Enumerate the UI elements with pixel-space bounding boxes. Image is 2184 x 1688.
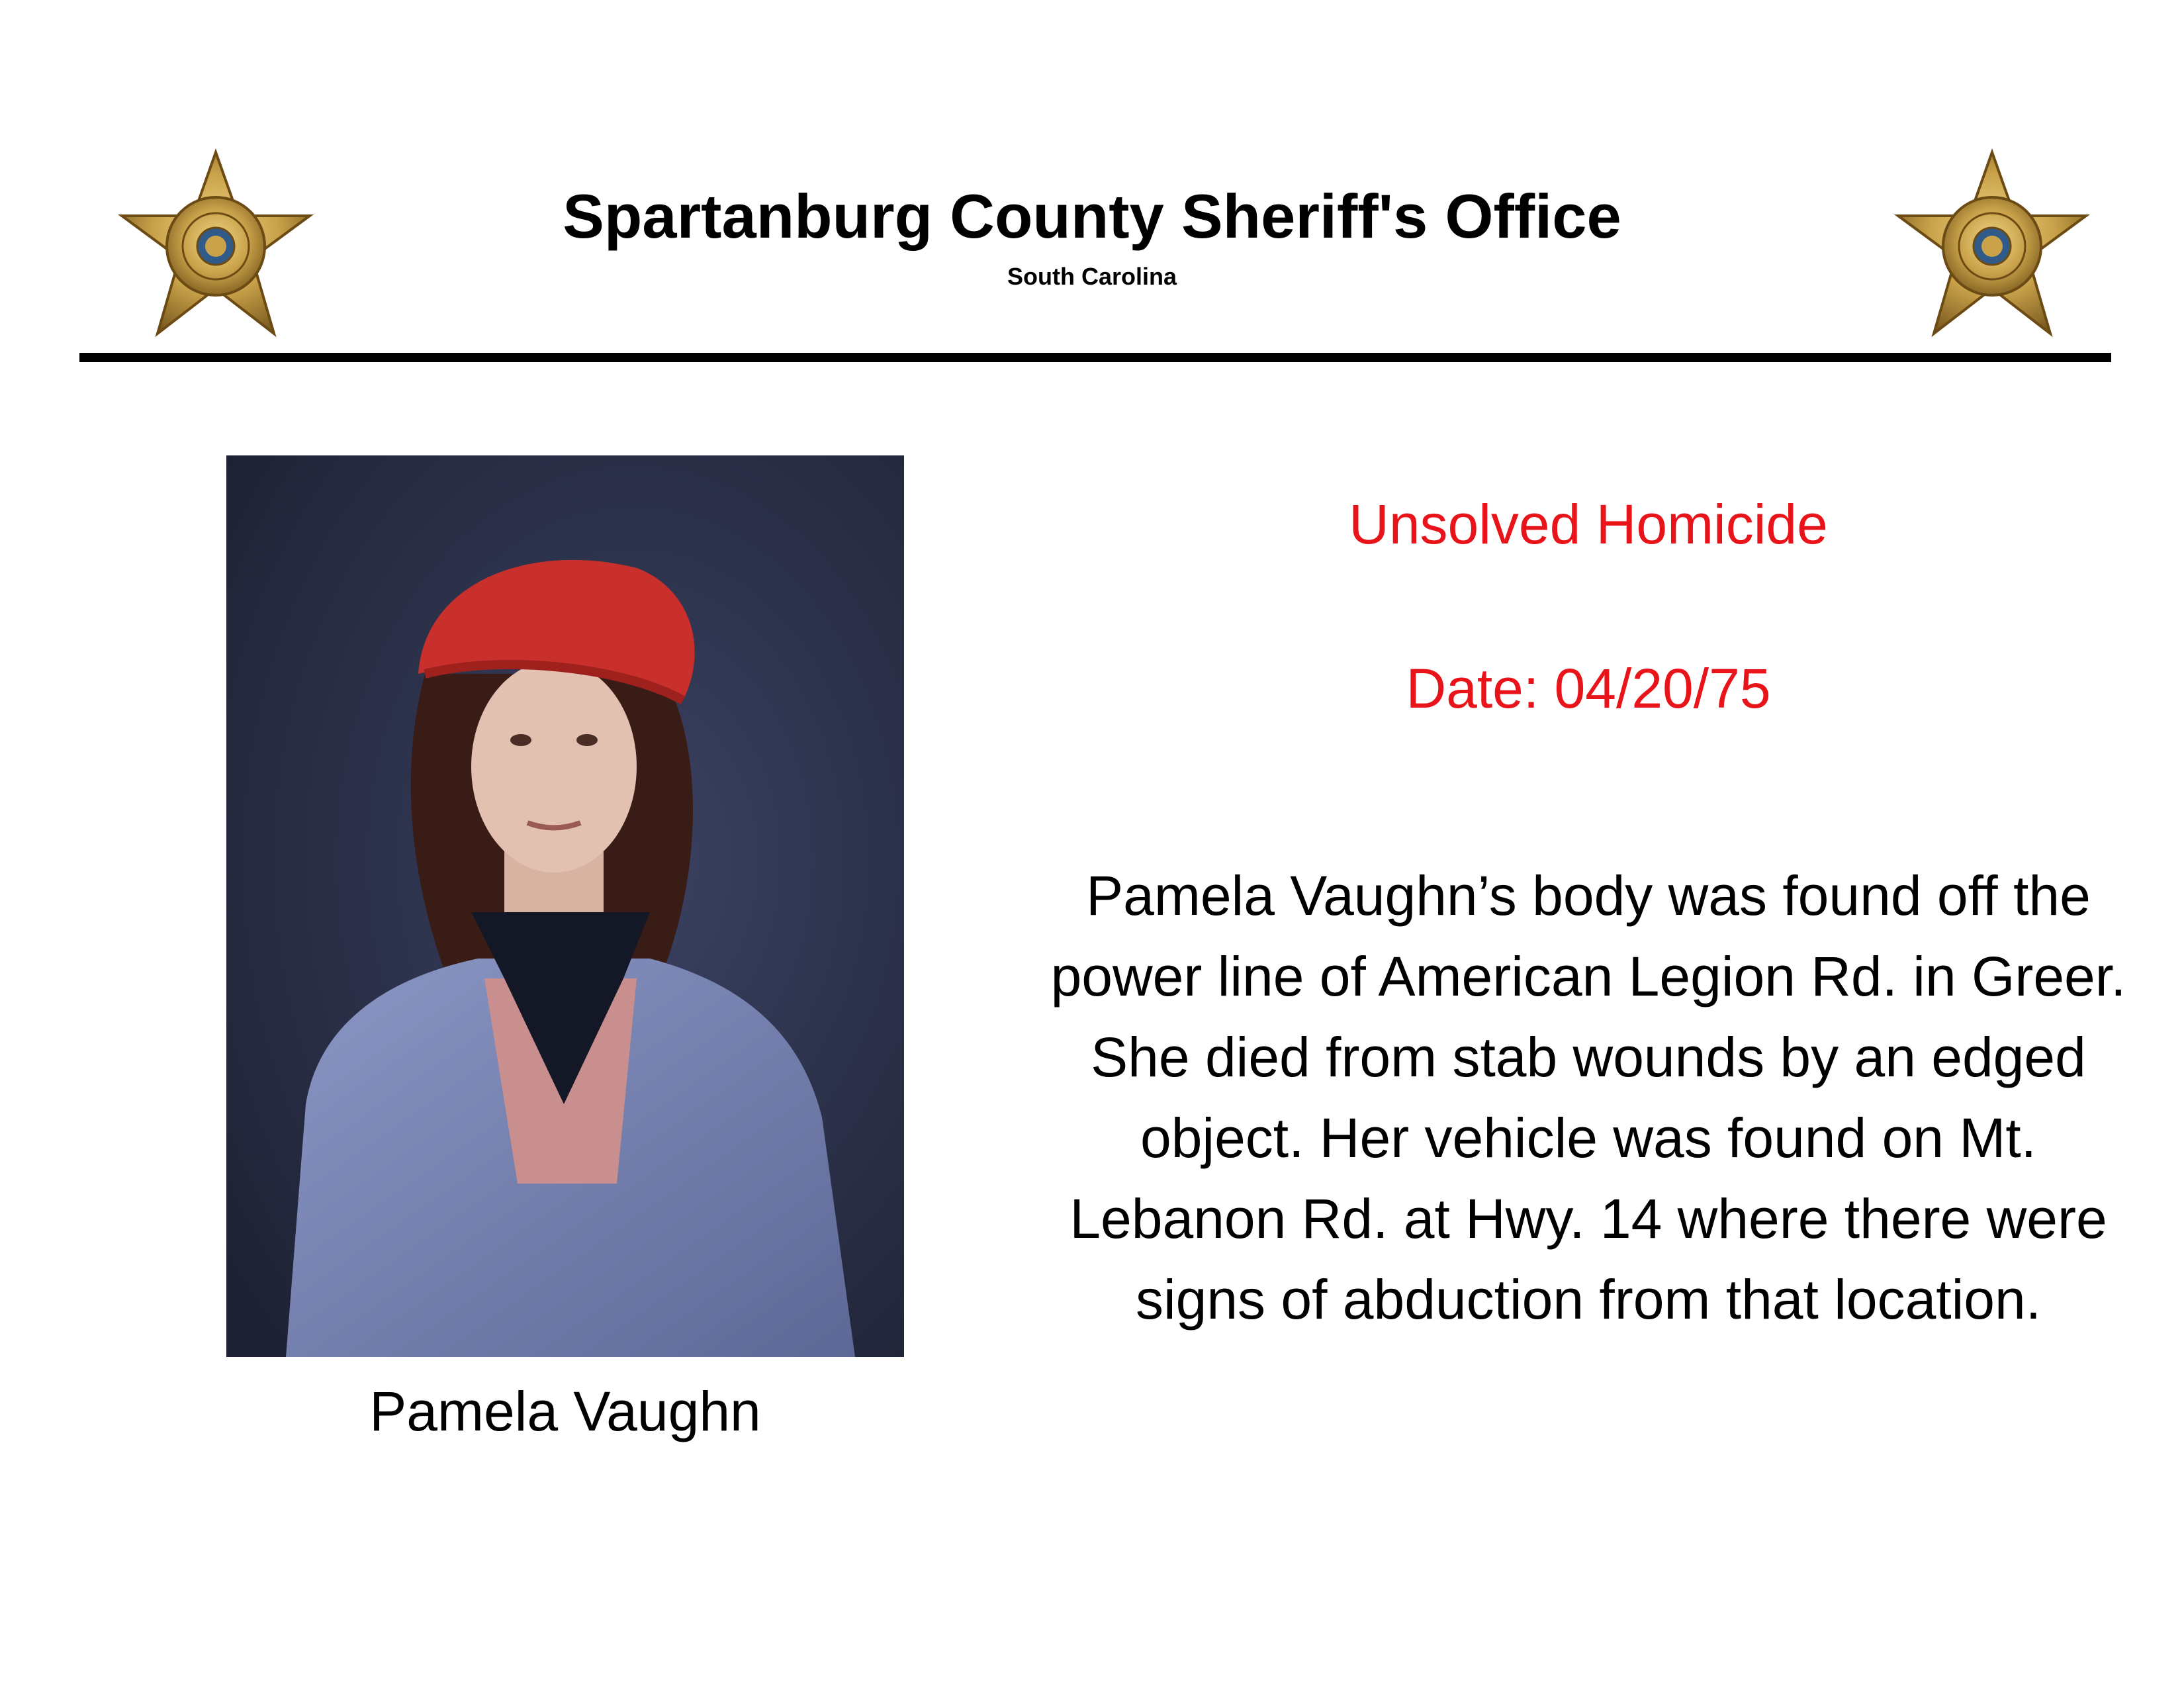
- case-type-heading: Unsolved Homicide: [1349, 493, 1828, 555]
- page-title: Spartanburg County Sheriff's Office: [563, 181, 1621, 251]
- victim-photo: [226, 455, 904, 1357]
- case-date: Date: 04/20/75: [1406, 657, 1771, 720]
- header-divider: [79, 353, 2111, 362]
- page-subtitle: South Carolina: [1007, 263, 1177, 290]
- case-description: Pamela Vaughn’s body was found off the power line of American Legion Rd. in Greer. She died from stab wounds by an edged object. Her vehicle was found on Mt. Lebanon Rd. at Hwy. 14 where there were signs of abduction from that location.: [1050, 865, 2126, 1331]
- photo-caption: Pamela Vaughn: [369, 1380, 761, 1442]
